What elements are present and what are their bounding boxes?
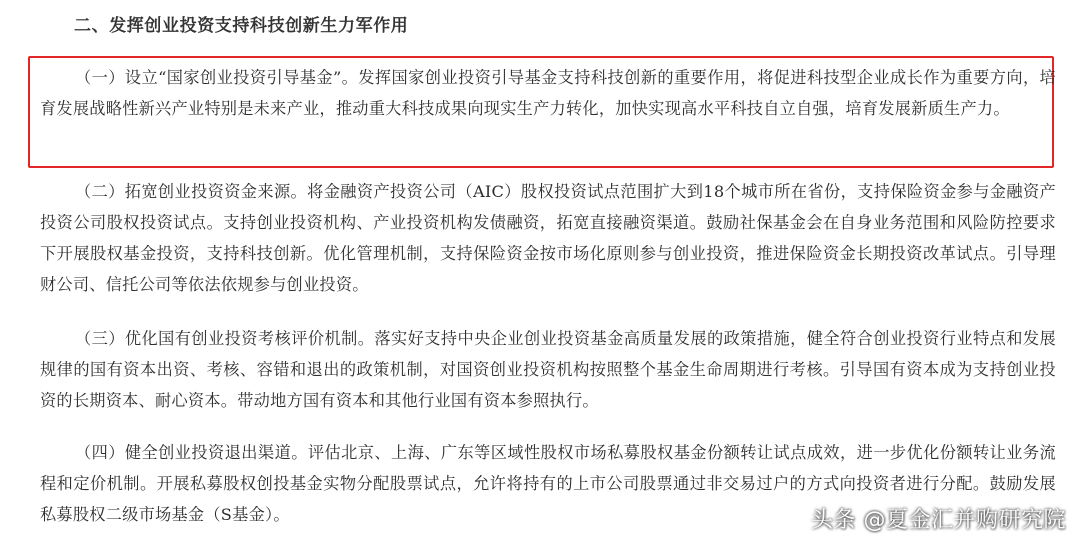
paragraph-2: （二）拓宽创业投资资金来源。将金融资产投资公司（AIC）股权投资试点范围扩大到18个城市所在省份，支持保险资金参与金融资产投资公司股权投资试点。支持创业投资机构、产业投资机构发债融资，拓宽直接融资渠道。鼓励社保基金会在自身业务范围和风险防控要求下开展股权基金投资，支持科技创新。优化管理机制，支持保险资金按市场化原则参与创业投资，推进保险资金长期投资改革试点。引导理财公司、信托公司等依法依规参与创业投资。	[40, 182, 1056, 294]
paragraph-3: （三）优化国有创业投资考核评价机制。落实好支持中央企业创业投资基金高质量发展的政策措施，健全符合创业投资行业特点和发展规律的国有资本出资、考核、容错和退出的政策机制，对国资创业投资机构按照整个基金生命周期进行考核。引导国有资本成为支持创业投资的长期资本、耐心资本。带动地方国有资本和其他行业国有资本参照执行。	[40, 329, 1056, 410]
watermark: 头条 @夏金汇并购研究院	[811, 508, 1066, 533]
paragraph-1: （一）设立“国家创业投资引导基金”。发挥国家创业投资引导基金支持科技创新的重要作用，将促进科技型企业成长作为重要方向，培育发展战略性新兴产业特别是未来产业，推动重大科技成果向现实生产力转化，加快实现高水平科技自立自强，培育发展新质生产力。	[40, 68, 1056, 118]
paragraph-4: （四）健全创业投资退出渠道。评估北京、上海、广东等区域性股权市场私募股权基金份额转让试点成效，进一步优化份额转让业务流程和定价机制。开展私募股权创投基金实物分配股票试点，允许将持有的上市公司股票通过非交易过户的方式向投资者进行分配。鼓励发展私募股权二级市场基金（S基金）。	[40, 443, 1056, 524]
section-heading: 二、发挥创业投资支持科技创新生力军作用	[74, 16, 409, 36]
